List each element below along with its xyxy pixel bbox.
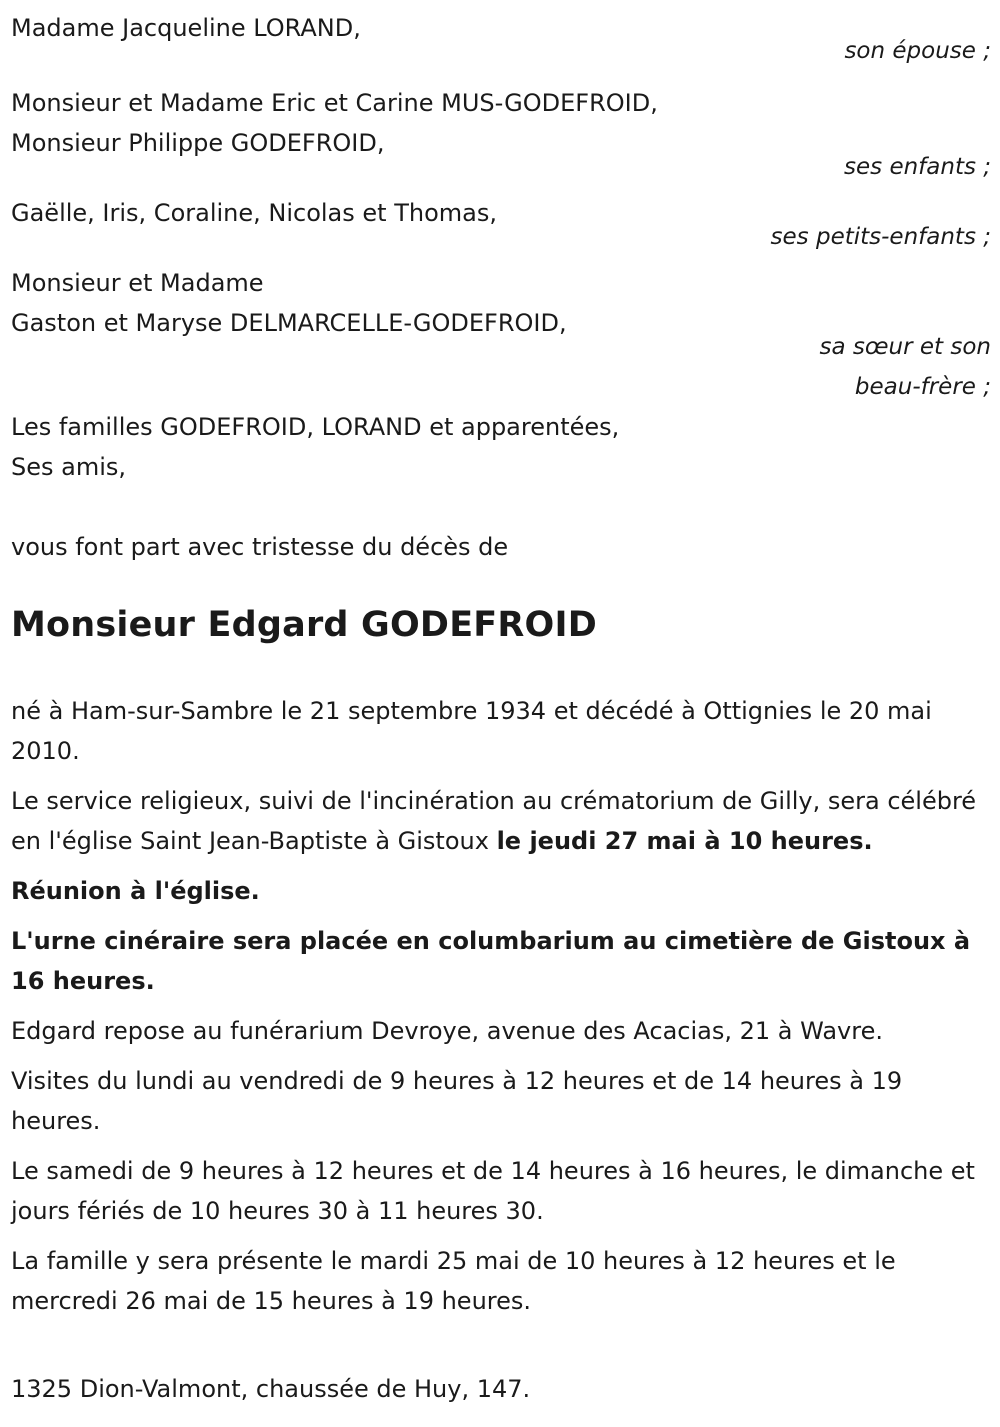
service-date: le jeudi 27 mai à 10 heures. — [496, 827, 873, 855]
sibling-relation-line-2: beau-frère ; — [854, 374, 991, 400]
weekday-visits-info: Visites du lundi au vendredi de 9 heures à 12 heures et de 14 heures à 19 heures. — [11, 1067, 903, 1135]
deceased-name: Monsieur Edgard GODEFROID — [11, 605, 597, 645]
sibling-relation-line-1: sa sœur et son — [819, 334, 991, 360]
religious-service-info — [11, 781, 991, 861]
spouse-relation: son épouse ; — [844, 38, 991, 64]
spacer — [11, 71, 991, 83]
spacer — [11, 567, 991, 603]
urn-info: L'urne cinéraire sera placée en columbarium au cimetière de Gistoux à 16 heures. — [11, 927, 971, 995]
spacer — [11, 487, 991, 527]
obituary-notice — [11, 8, 991, 1409]
meeting-info: Réunion à l'église. — [11, 877, 260, 905]
weekend-visits-info: Le samedi de 9 heures à 12 heures et de 14 heures à 16 heures, le dimanche et jours fériés de 10 heures 30 à 11 heures 30. — [11, 1157, 975, 1225]
service-text: Le service religieux, suivi de l'incinération au crématorium de Gilly, sera célébré en l'église Saint Jean-Baptiste à Gistoux — [11, 787, 977, 855]
friends: Ses amis, — [11, 453, 127, 481]
spacer — [11, 647, 991, 691]
extended-families: Les familles GODEFROID, LORAND et apparentées, — [11, 413, 620, 441]
grandchildren: Gaëlle, Iris, Coraline, Nicolas et Thomas, — [11, 199, 497, 227]
children-relation: ses enfants ; — [844, 154, 991, 180]
child-1: Monsieur et Madame Eric et Carine MUS-GODEFROID, — [11, 89, 658, 117]
spouse-name: Madame Jacqueline LORAND, — [11, 14, 361, 42]
birth-death-info: né à Ham-sur-Sambre le 21 septembre 1934 et décédé à Ottignies le 20 mai 2010. — [11, 697, 932, 765]
family-presence-info: La famille y sera présente le mardi 25 mai de 10 heures à 12 heures et le mercredi 26 mai de 15 heures à 19 heures. — [11, 1247, 896, 1315]
sibling-line-2: Gaston et Maryse DELMARCELLE-GODEFROID, — [11, 309, 567, 337]
grandchildren-relation: ses petits-enfants ; — [770, 224, 991, 250]
funeral-home-info: Edgard repose au funérarium Devroye, avenue des Acacias, 21 à Wavre. — [11, 1017, 883, 1045]
sibling-line-1: Monsieur et Madame — [11, 269, 264, 297]
child-2: Monsieur Philippe GODEFROID, — [11, 129, 385, 157]
spacer — [11, 1331, 991, 1369]
address: 1325 Dion-Valmont, chaussée de Huy, 147. — [11, 1375, 531, 1403]
announcement-text: vous font part avec tristesse du décès de — [11, 533, 509, 561]
